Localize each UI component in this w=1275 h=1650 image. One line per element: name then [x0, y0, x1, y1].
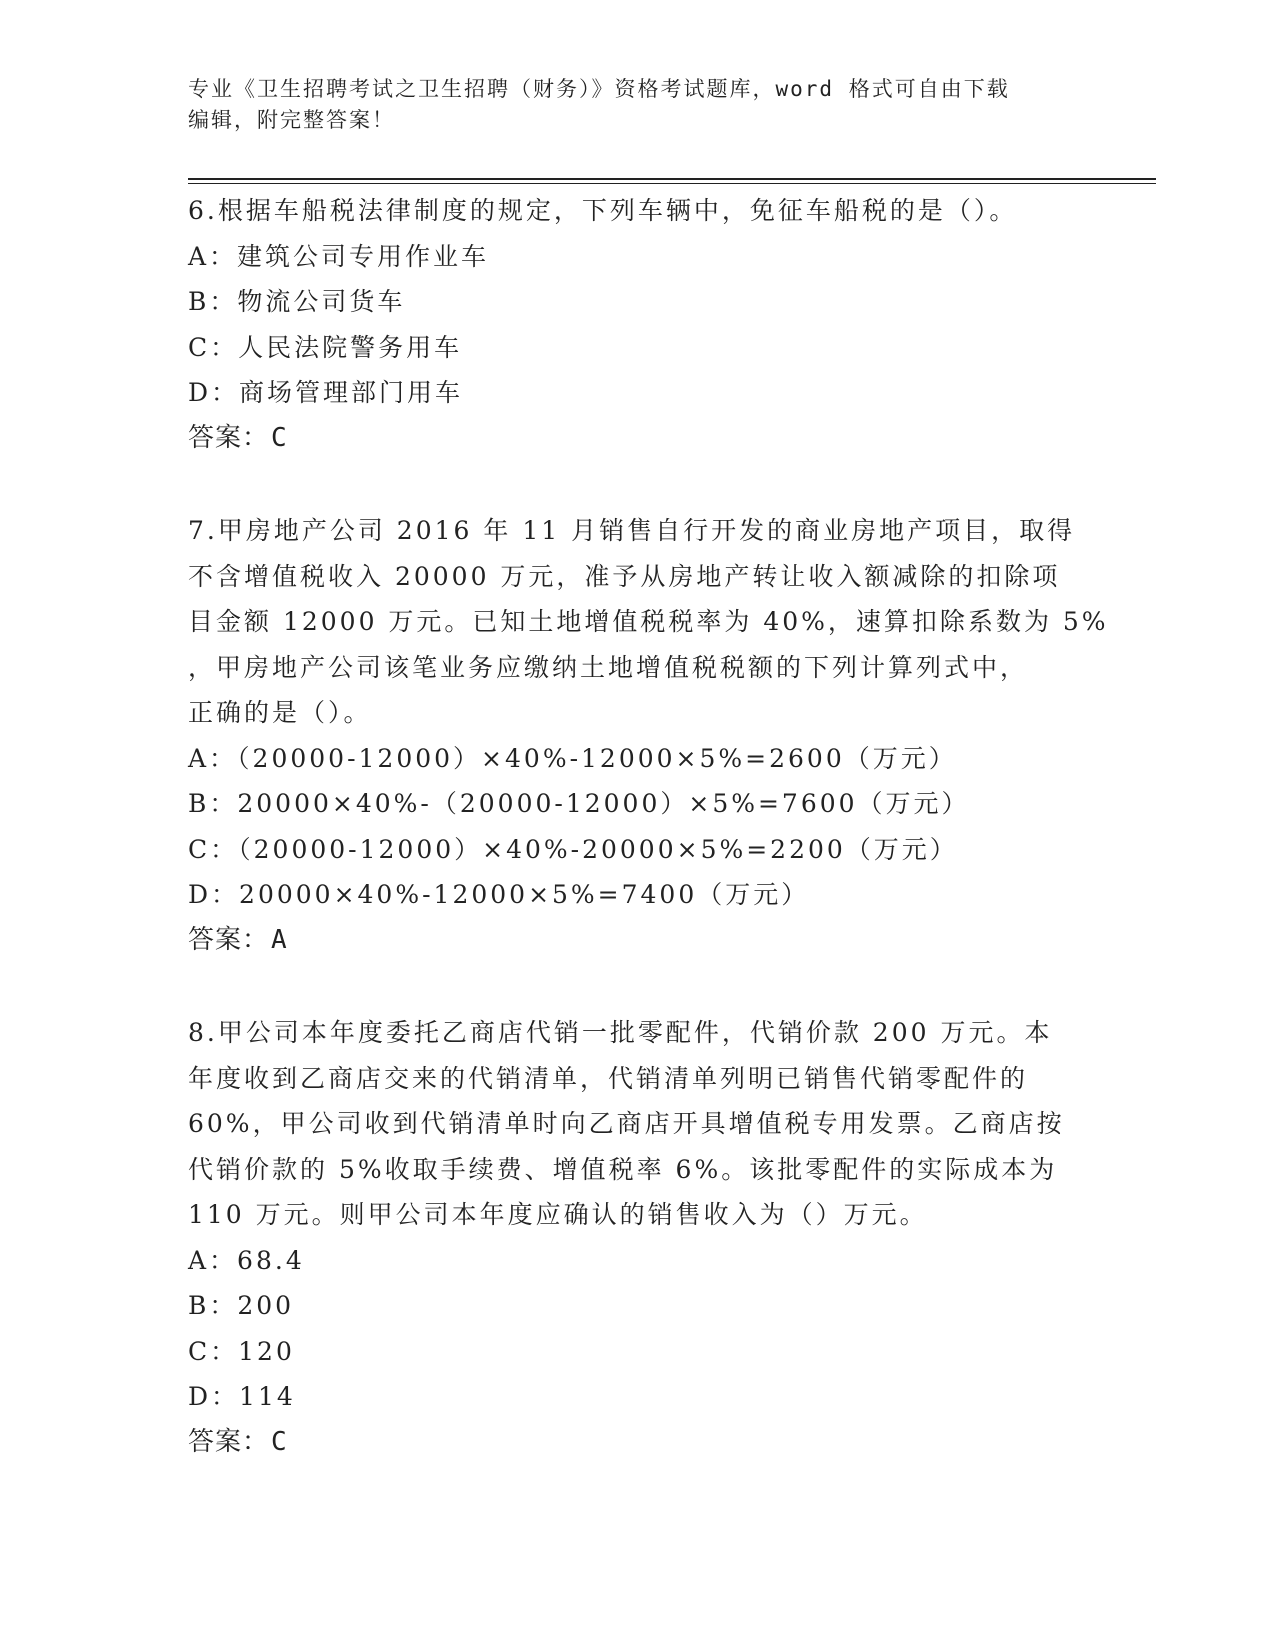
option-c: C：（20000-12000）×40%-20000×5%=2200（万元） [188, 834, 958, 864]
page-header [188, 74, 1068, 136]
question-stem-line: ，甲房地产公司该笔业务应缴纳土地增值税税额的下列计算列式中， [188, 652, 1029, 682]
question-8 [188, 1010, 1088, 1465]
option-d: D：20000×40%-12000×5%=7400（万元） [188, 880, 810, 909]
answer-label: 答案： [188, 422, 270, 453]
option-a: A：建筑公司专用作业车 [188, 241, 490, 271]
question-6 [188, 188, 1088, 461]
answer-line [188, 1420, 1088, 1466]
option-c: C：人民法院警务用车 [188, 332, 463, 362]
option-a: A：68.4 [188, 1245, 305, 1275]
answer-label: 答案： [188, 1426, 270, 1457]
option-c: C：120 [188, 1336, 295, 1366]
header-line: 编辑，附完整答案！ [188, 108, 395, 132]
question-7 [188, 508, 1109, 963]
option-b: B：200 [188, 1291, 295, 1320]
option-b: B：物流公司货车 [188, 287, 406, 316]
header-divider [188, 178, 1156, 180]
question-stem-line: 不含增值税收入 20000 万元，准予从房地产转让收入额减除的扣除项 [188, 561, 1061, 591]
answer-value: A [271, 924, 288, 955]
header-line: 专业《卫生招聘考试之卫生招聘（财务）》资格考试题库，word 格式可自由下载 [188, 77, 1010, 101]
question-stem-line: 7.甲房地产公司 2016 年 11 月销售自行开发的商业房地产项目，取得 [188, 516, 1076, 545]
answer-line [188, 918, 1088, 964]
answer-line [188, 416, 1088, 462]
option-d: D：114 [188, 1382, 296, 1411]
option-b: B：20000×40%-（20000-12000）×5%=7600（万元） [188, 789, 970, 818]
answer-value: C [271, 1426, 288, 1457]
option-a: A：（20000-12000）×40%-12000×5%=2600（万元） [188, 743, 957, 773]
question-stem-line: 代销价款的 5%收取手续费、增值税率 6%。该批零配件的实际成本为 [188, 1154, 1058, 1184]
question-stem-line: 年度收到乙商店交来的代销清单，代销清单列明已销售代销零配件的 [188, 1063, 1029, 1093]
question-stem-line: 110 万元。则甲公司本年度应确认的销售收入为（）万元。 [188, 1200, 928, 1229]
option-d: D：商场管理部门用车 [188, 378, 464, 407]
answer-label: 答案： [188, 924, 270, 955]
question-stem-line: 60%，甲公司收到代销清单时向乙商店开具增值税专用发票。乙商店按 [188, 1109, 1065, 1138]
question-list [188, 188, 1109, 1512]
answer-value: C [271, 422, 288, 453]
question-stem-line: 8.甲公司本年度委托乙商店代销一批零配件，代销价款 200 万元。本 [188, 1018, 1053, 1047]
question-stem-line: 6.根据车船税法律制度的规定，下列车辆中，免征车船税的是（）。 [188, 196, 1018, 225]
header-divider-thin [188, 183, 1156, 184]
question-stem-line: 目金额 12000 万元。已知土地增值税税率为 40%，速算扣除系数为 5% [188, 607, 1109, 636]
question-stem-line: 正确的是（）。 [188, 698, 372, 727]
